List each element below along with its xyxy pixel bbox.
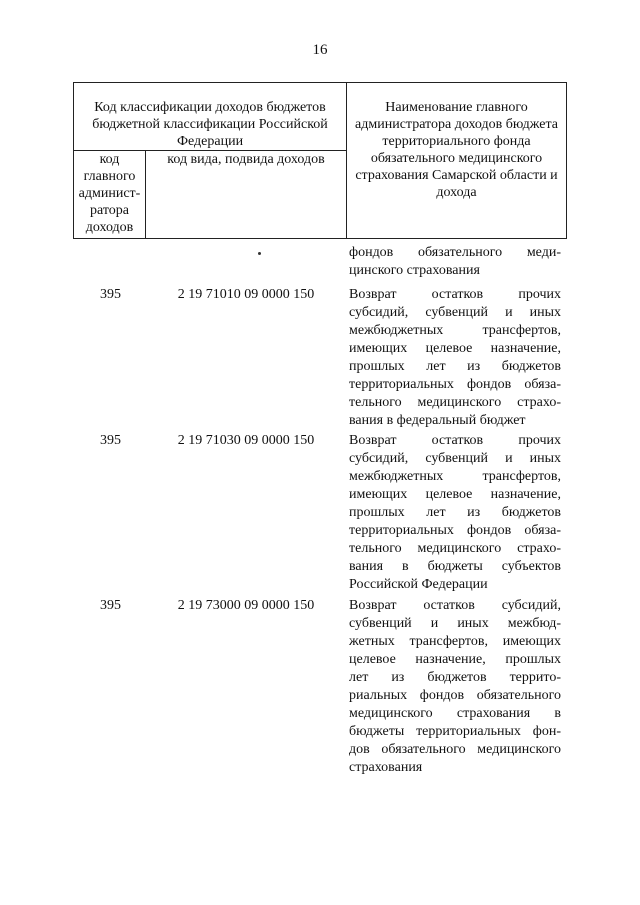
name-line: Возврат остатков прочих: [349, 287, 561, 302]
name-line: субвенций и иных межбюд-: [349, 616, 561, 631]
scan-dot: [258, 252, 261, 255]
name-line: Возврат остатков субсидий,: [349, 598, 561, 613]
continuation-name: [349, 244, 561, 280]
name-line: межбюджетных трансфертов,: [349, 469, 561, 484]
header-name: Наименование главного администратора доходов бюджета территориального фонда обязательного медицинского страхования Самарской области и дохода: [347, 83, 567, 239]
admin-code-cell: 395: [100, 287, 121, 302]
name-line: целевое назначение, прошлых: [349, 652, 561, 667]
name-line: субсидий, субвенций и иных: [349, 305, 561, 320]
name-line: субсидий, субвенций и иных: [349, 451, 561, 466]
name-cell: [349, 286, 561, 430]
admin-code-cell: 395: [100, 433, 121, 448]
header-classification: Код классификации доходов бюджетов бюджетной классификации Российской Федерации: [74, 83, 347, 151]
admin-code-cell: 395: [100, 598, 121, 613]
header-kind-code: код вида, подвида доходов: [146, 151, 347, 239]
name-line: лет из бюджетов террито-: [349, 670, 561, 685]
name-line: межбюджетных трансфертов,: [349, 323, 561, 338]
header-admin-code: код главного админист-ратора доходов: [74, 151, 146, 239]
name-line: тельного медицинского страхо-: [349, 541, 561, 556]
name-line: вания в бюджеты субъектов: [349, 559, 561, 574]
name-line: риальных фондов обязательного: [349, 688, 561, 703]
name-line: Возврат остатков прочих: [349, 433, 561, 448]
table-header: [73, 82, 567, 239]
name-line: жетных трансфертов, имеющих: [349, 634, 561, 649]
name-line: цинского страхования: [349, 263, 480, 278]
kind-code-cell: 2 19 71010 09 0000 150: [177, 287, 315, 302]
name-line: прошлых лет из бюджетов: [349, 359, 561, 374]
name-line: бюджеты территориальных фон-: [349, 724, 561, 739]
name-line: Российской Федерации: [349, 577, 488, 592]
name-line: медицинского страхования в: [349, 706, 561, 721]
name-line: территориальных фондов обяза-: [349, 377, 561, 392]
name-cell: [349, 597, 561, 777]
name-line: имеющих целевое назначение,: [349, 341, 561, 356]
kind-code-cell: 2 19 73000 09 0000 150: [177, 598, 315, 613]
name-line: фондов обязательного меди-: [349, 245, 561, 260]
name-line: вания в федеральный бюджет: [349, 413, 526, 428]
kind-code-cell: 2 19 71030 09 0000 150: [177, 433, 315, 448]
name-line: дов обязательного медицинского: [349, 742, 561, 757]
name-line: имеющих целевое назначение,: [349, 487, 561, 502]
name-line: прошлых лет из бюджетов: [349, 505, 561, 520]
name-line: территориальных фондов обяза-: [349, 523, 561, 538]
name-cell: [349, 432, 561, 594]
name-line: тельного медицинского страхо-: [349, 395, 561, 410]
name-line: страхования: [349, 760, 423, 775]
page-number: 16: [312, 42, 328, 58]
